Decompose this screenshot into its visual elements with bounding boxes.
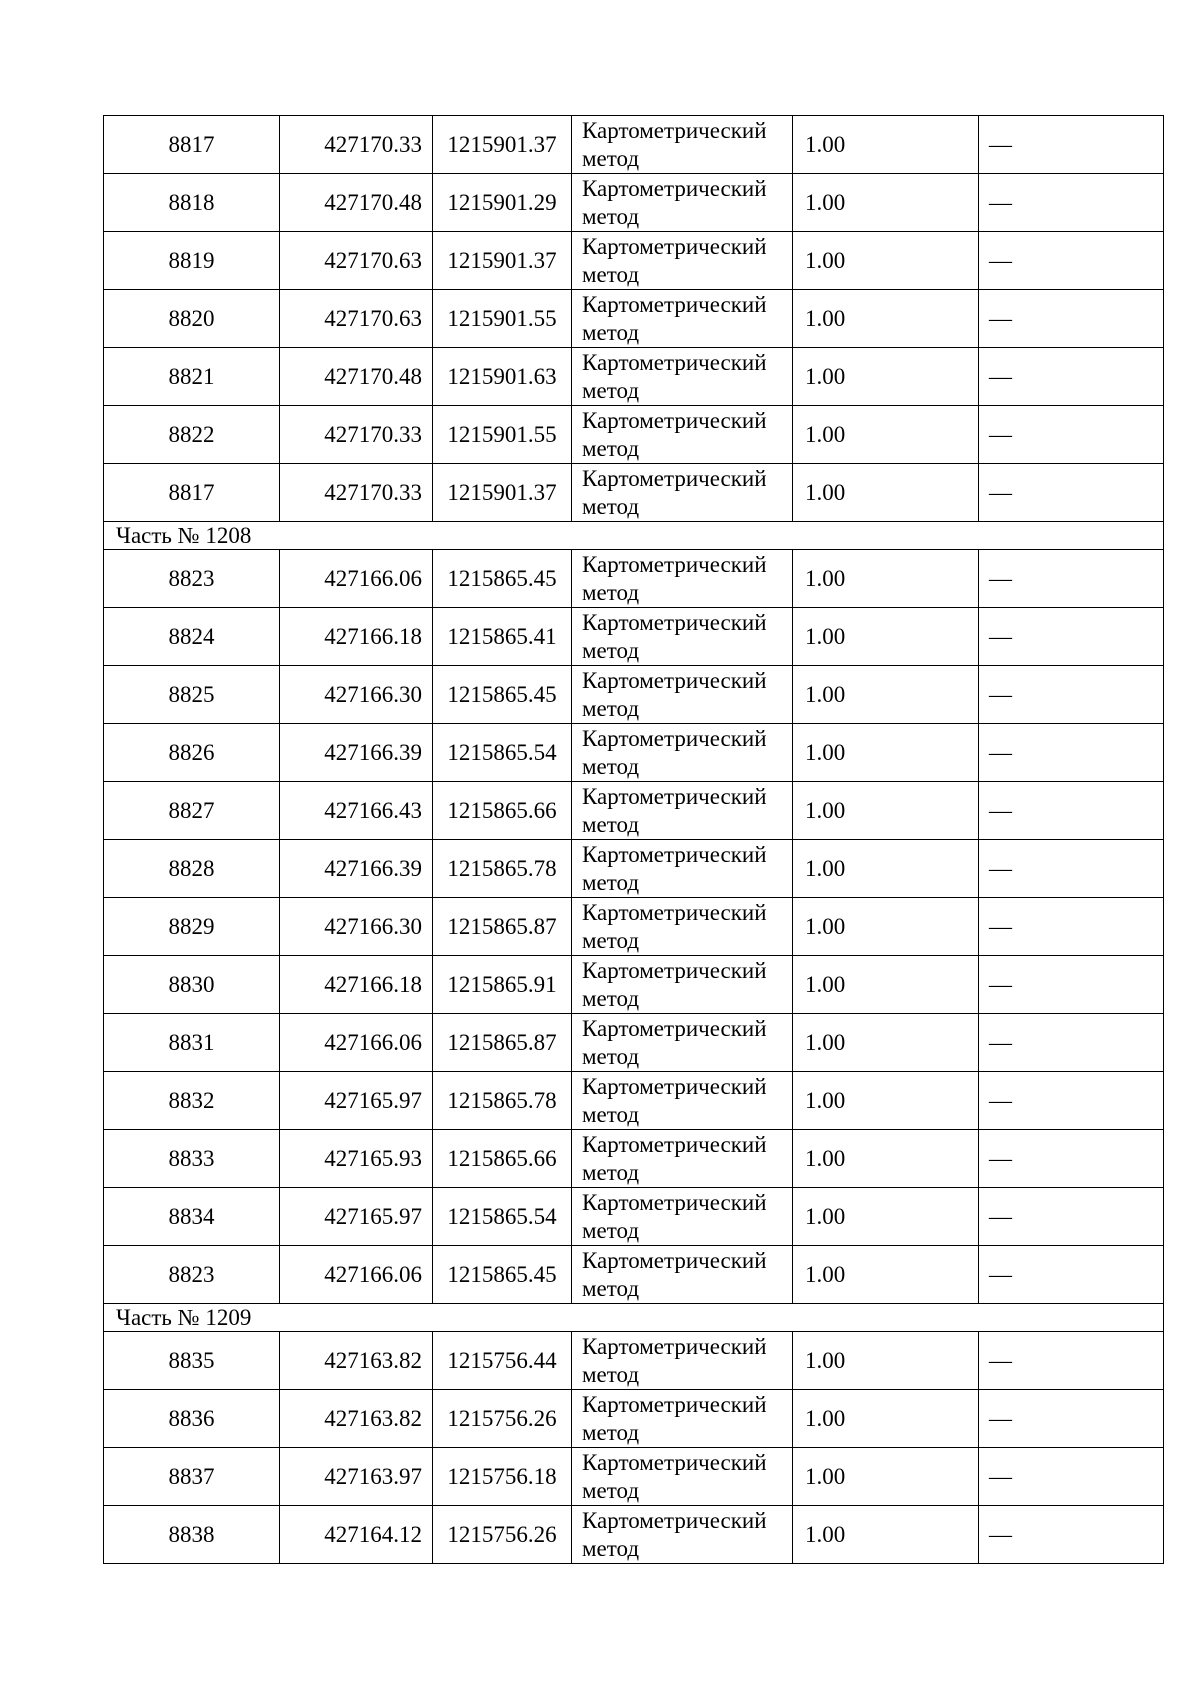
method-cell: Картометрический метод: [572, 666, 793, 724]
x-coordinate-cell: 427170.33: [280, 116, 433, 174]
table-row: [104, 550, 1164, 608]
description-cell: —: [979, 1130, 1164, 1188]
point-number-cell: 8823: [104, 1246, 280, 1304]
accuracy-cell: 1.00: [793, 782, 979, 840]
point-number-cell: 8824: [104, 608, 280, 666]
table-row: [104, 666, 1164, 724]
description-cell: —: [979, 1332, 1164, 1390]
method-cell: Картометрический метод: [572, 1448, 793, 1506]
y-coordinate-cell: 1215865.78: [433, 1072, 572, 1130]
table-row: [104, 1332, 1164, 1390]
description-cell: —: [979, 666, 1164, 724]
y-coordinate-cell: 1215865.45: [433, 1246, 572, 1304]
accuracy-cell: 1.00: [793, 348, 979, 406]
y-coordinate-cell: 1215756.44: [433, 1332, 572, 1390]
accuracy-cell: 1.00: [793, 1072, 979, 1130]
description-cell: —: [979, 1014, 1164, 1072]
accuracy-cell: 1.00: [793, 1332, 979, 1390]
x-coordinate-cell: 427163.82: [280, 1390, 433, 1448]
method-cell: Картометрический метод: [572, 1130, 793, 1188]
x-coordinate-cell: 427166.18: [280, 956, 433, 1014]
x-coordinate-cell: 427166.39: [280, 724, 433, 782]
y-coordinate-cell: 1215865.66: [433, 782, 572, 840]
x-coordinate-cell: 427166.06: [280, 550, 433, 608]
method-cell: Картометрический метод: [572, 898, 793, 956]
description-cell: —: [979, 174, 1164, 232]
description-cell: —: [979, 1072, 1164, 1130]
table-row: [104, 956, 1164, 1014]
y-coordinate-cell: 1215865.45: [433, 550, 572, 608]
table-row: [104, 1506, 1164, 1564]
table-row: [104, 290, 1164, 348]
table-row: [104, 1130, 1164, 1188]
x-coordinate-cell: 427166.43: [280, 782, 433, 840]
coordinates-table-body: [104, 116, 1164, 1564]
y-coordinate-cell: 1215865.45: [433, 666, 572, 724]
point-number-cell: 8822: [104, 406, 280, 464]
y-coordinate-cell: 1215901.55: [433, 290, 572, 348]
description-cell: —: [979, 232, 1164, 290]
y-coordinate-cell: 1215756.18: [433, 1448, 572, 1506]
method-cell: Картометрический метод: [572, 174, 793, 232]
accuracy-cell: 1.00: [793, 290, 979, 348]
accuracy-cell: 1.00: [793, 666, 979, 724]
method-cell: Картометрический метод: [572, 1506, 793, 1564]
y-coordinate-cell: 1215865.87: [433, 1014, 572, 1072]
y-coordinate-cell: 1215865.66: [433, 1130, 572, 1188]
table-row: [104, 1448, 1164, 1506]
x-coordinate-cell: 427163.82: [280, 1332, 433, 1390]
description-cell: —: [979, 348, 1164, 406]
accuracy-cell: 1.00: [793, 956, 979, 1014]
method-cell: Картометрический метод: [572, 1014, 793, 1072]
accuracy-cell: 1.00: [793, 1246, 979, 1304]
description-cell: —: [979, 840, 1164, 898]
point-number-cell: 8827: [104, 782, 280, 840]
table-row: [104, 1072, 1164, 1130]
accuracy-cell: 1.00: [793, 840, 979, 898]
x-coordinate-cell: 427170.48: [280, 174, 433, 232]
y-coordinate-cell: 1215865.91: [433, 956, 572, 1014]
point-number-cell: 8838: [104, 1506, 280, 1564]
description-cell: —: [979, 1246, 1164, 1304]
table-row: [104, 232, 1164, 290]
description-cell: —: [979, 782, 1164, 840]
table-row: [104, 1188, 1164, 1246]
accuracy-cell: 1.00: [793, 1506, 979, 1564]
accuracy-cell: 1.00: [793, 1390, 979, 1448]
x-coordinate-cell: 427165.97: [280, 1072, 433, 1130]
point-number-cell: 8831: [104, 1014, 280, 1072]
method-cell: Картометрический метод: [572, 840, 793, 898]
method-cell: Картометрический метод: [572, 1332, 793, 1390]
x-coordinate-cell: 427166.18: [280, 608, 433, 666]
method-cell: Картометрический метод: [572, 290, 793, 348]
method-cell: Картометрический метод: [572, 550, 793, 608]
description-cell: —: [979, 1448, 1164, 1506]
y-coordinate-cell: 1215865.41: [433, 608, 572, 666]
point-number-cell: 8836: [104, 1390, 280, 1448]
accuracy-cell: 1.00: [793, 1014, 979, 1072]
part-label: Часть № 1208: [104, 522, 1164, 550]
method-cell: Картометрический метод: [572, 1246, 793, 1304]
y-coordinate-cell: 1215901.37: [433, 116, 572, 174]
point-number-cell: 8817: [104, 464, 280, 522]
x-coordinate-cell: 427165.93: [280, 1130, 433, 1188]
x-coordinate-cell: 427163.97: [280, 1448, 433, 1506]
x-coordinate-cell: 427166.39: [280, 840, 433, 898]
accuracy-cell: 1.00: [793, 116, 979, 174]
point-number-cell: 8826: [104, 724, 280, 782]
x-coordinate-cell: 427166.06: [280, 1246, 433, 1304]
y-coordinate-cell: 1215756.26: [433, 1390, 572, 1448]
description-cell: —: [979, 550, 1164, 608]
coordinates-table: [103, 115, 1164, 1564]
accuracy-cell: 1.00: [793, 1188, 979, 1246]
method-cell: Картометрический метод: [572, 956, 793, 1014]
part-label: Часть № 1209: [104, 1304, 1164, 1332]
table-row: [104, 406, 1164, 464]
y-coordinate-cell: 1215901.37: [433, 232, 572, 290]
method-cell: Картометрический метод: [572, 406, 793, 464]
description-cell: —: [979, 1506, 1164, 1564]
point-number-cell: 8818: [104, 174, 280, 232]
y-coordinate-cell: 1215901.55: [433, 406, 572, 464]
x-coordinate-cell: 427170.33: [280, 406, 433, 464]
accuracy-cell: 1.00: [793, 232, 979, 290]
method-cell: Картометрический метод: [572, 232, 793, 290]
accuracy-cell: 1.00: [793, 1130, 979, 1188]
accuracy-cell: 1.00: [793, 898, 979, 956]
point-number-cell: 8833: [104, 1130, 280, 1188]
point-number-cell: 8821: [104, 348, 280, 406]
accuracy-cell: 1.00: [793, 550, 979, 608]
point-number-cell: 8820: [104, 290, 280, 348]
method-cell: Картометрический метод: [572, 782, 793, 840]
point-number-cell: 8829: [104, 898, 280, 956]
table-row: [104, 898, 1164, 956]
method-cell: Картометрический метод: [572, 608, 793, 666]
x-coordinate-cell: 427165.97: [280, 1188, 433, 1246]
point-number-cell: 8823: [104, 550, 280, 608]
point-number-cell: 8819: [104, 232, 280, 290]
point-number-cell: 8835: [104, 1332, 280, 1390]
method-cell: Картометрический метод: [572, 464, 793, 522]
description-cell: —: [979, 898, 1164, 956]
y-coordinate-cell: 1215865.54: [433, 1188, 572, 1246]
description-cell: —: [979, 1188, 1164, 1246]
method-cell: Картометрический метод: [572, 724, 793, 782]
accuracy-cell: 1.00: [793, 1448, 979, 1506]
x-coordinate-cell: 427166.30: [280, 898, 433, 956]
description-cell: —: [979, 464, 1164, 522]
table-row: [104, 348, 1164, 406]
x-coordinate-cell: 427166.30: [280, 666, 433, 724]
y-coordinate-cell: 1215865.54: [433, 724, 572, 782]
table-row: [104, 174, 1164, 232]
point-number-cell: 8825: [104, 666, 280, 724]
y-coordinate-cell: 1215901.37: [433, 464, 572, 522]
accuracy-cell: 1.00: [793, 464, 979, 522]
table-row: [104, 1014, 1164, 1072]
x-coordinate-cell: 427170.63: [280, 290, 433, 348]
x-coordinate-cell: 427170.63: [280, 232, 433, 290]
table-row: [104, 1390, 1164, 1448]
table-row: [104, 724, 1164, 782]
description-cell: —: [979, 724, 1164, 782]
x-coordinate-cell: 427170.48: [280, 348, 433, 406]
description-cell: —: [979, 956, 1164, 1014]
description-cell: —: [979, 290, 1164, 348]
x-coordinate-cell: 427166.06: [280, 1014, 433, 1072]
part-header-row: [104, 1304, 1164, 1332]
table-row: [104, 782, 1164, 840]
table-row: [104, 1246, 1164, 1304]
description-cell: —: [979, 116, 1164, 174]
table-row: [104, 464, 1164, 522]
table-row: [104, 116, 1164, 174]
point-number-cell: 8837: [104, 1448, 280, 1506]
method-cell: Картометрический метод: [572, 116, 793, 174]
table-row: [104, 608, 1164, 666]
accuracy-cell: 1.00: [793, 608, 979, 666]
part-header-row: [104, 522, 1164, 550]
y-coordinate-cell: 1215756.26: [433, 1506, 572, 1564]
method-cell: Картометрический метод: [572, 1072, 793, 1130]
y-coordinate-cell: 1215901.29: [433, 174, 572, 232]
point-number-cell: 8832: [104, 1072, 280, 1130]
point-number-cell: 8830: [104, 956, 280, 1014]
point-number-cell: 8817: [104, 116, 280, 174]
y-coordinate-cell: 1215865.78: [433, 840, 572, 898]
table-row: [104, 840, 1164, 898]
point-number-cell: 8828: [104, 840, 280, 898]
method-cell: Картометрический метод: [572, 348, 793, 406]
method-cell: Картометрический метод: [572, 1188, 793, 1246]
description-cell: —: [979, 1390, 1164, 1448]
x-coordinate-cell: 427164.12: [280, 1506, 433, 1564]
y-coordinate-cell: 1215865.87: [433, 898, 572, 956]
description-cell: —: [979, 406, 1164, 464]
description-cell: —: [979, 608, 1164, 666]
method-cell: Картометрический метод: [572, 1390, 793, 1448]
y-coordinate-cell: 1215901.63: [433, 348, 572, 406]
x-coordinate-cell: 427170.33: [280, 464, 433, 522]
accuracy-cell: 1.00: [793, 174, 979, 232]
accuracy-cell: 1.00: [793, 406, 979, 464]
accuracy-cell: 1.00: [793, 724, 979, 782]
point-number-cell: 8834: [104, 1188, 280, 1246]
